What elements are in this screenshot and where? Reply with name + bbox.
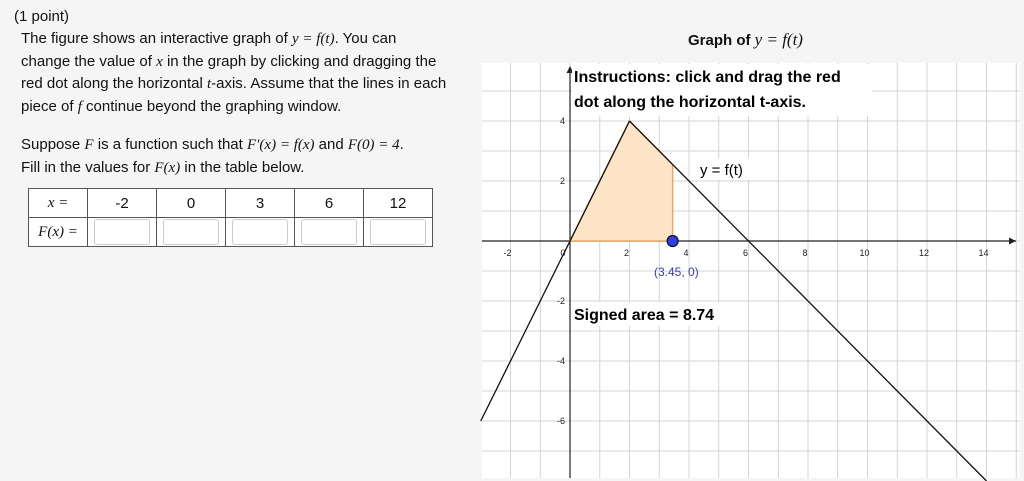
x-tick-label: 0 <box>560 248 566 258</box>
problem-task: Suppose F is a function such that F′(x) = f(x) and F(0) = 4. Fill in the values for F(x) in the table below. <box>21 136 404 176</box>
x-tick-label: 8 <box>802 248 808 258</box>
y-tick-label: 2 <box>559 176 565 186</box>
x-value: 6 <box>295 189 364 218</box>
x-value: 3 <box>226 189 295 218</box>
x-value: 0 <box>157 189 226 218</box>
y-tick-label: -2 <box>556 296 565 306</box>
x-tick-label: -2 <box>503 248 512 258</box>
graph-title: Graph of y = f(t) <box>688 30 803 49</box>
x-value: 12 <box>364 189 433 218</box>
instructions-line-2: dot along the horizontal t-axis. <box>574 94 806 111</box>
problem-intro: The figure shows an interactive graph of y = f(t). You can change the value of x in the graph by clicking and dragging the red dot along the horizontal t-axis. Assume that the lines in each piece of f continue beyond the graphing window. <box>21 30 447 115</box>
signed-area-label: Signed area = 8.74 <box>574 307 715 324</box>
points-label: (1 point) <box>14 8 70 25</box>
x-header: x = <box>29 189 88 218</box>
x-tick-label: 14 <box>978 248 989 258</box>
y-tick-label: -6 <box>556 416 565 426</box>
x-tick-label: 12 <box>918 248 930 258</box>
x-tick-label: 6 <box>742 248 749 258</box>
draggable-point[interactable] <box>667 236 678 247</box>
math-y-eq-f-t: y = f(t) <box>291 31 335 47</box>
y-tick-label: 4 <box>559 116 565 126</box>
x-value: -2 <box>88 189 157 218</box>
curve-label: y = f(t) <box>700 162 743 179</box>
point-coordinate-label: (3.45, 0) <box>654 265 699 279</box>
instructions-line-1: Instructions: click and drag the red <box>574 69 841 86</box>
y-tick-label: -4 <box>556 356 565 366</box>
x-tick-label: 10 <box>859 248 870 258</box>
x-tick-label: 2 <box>623 248 630 258</box>
F-header: F(x) = <box>29 218 88 247</box>
x-tick-label: 4 <box>683 248 689 258</box>
